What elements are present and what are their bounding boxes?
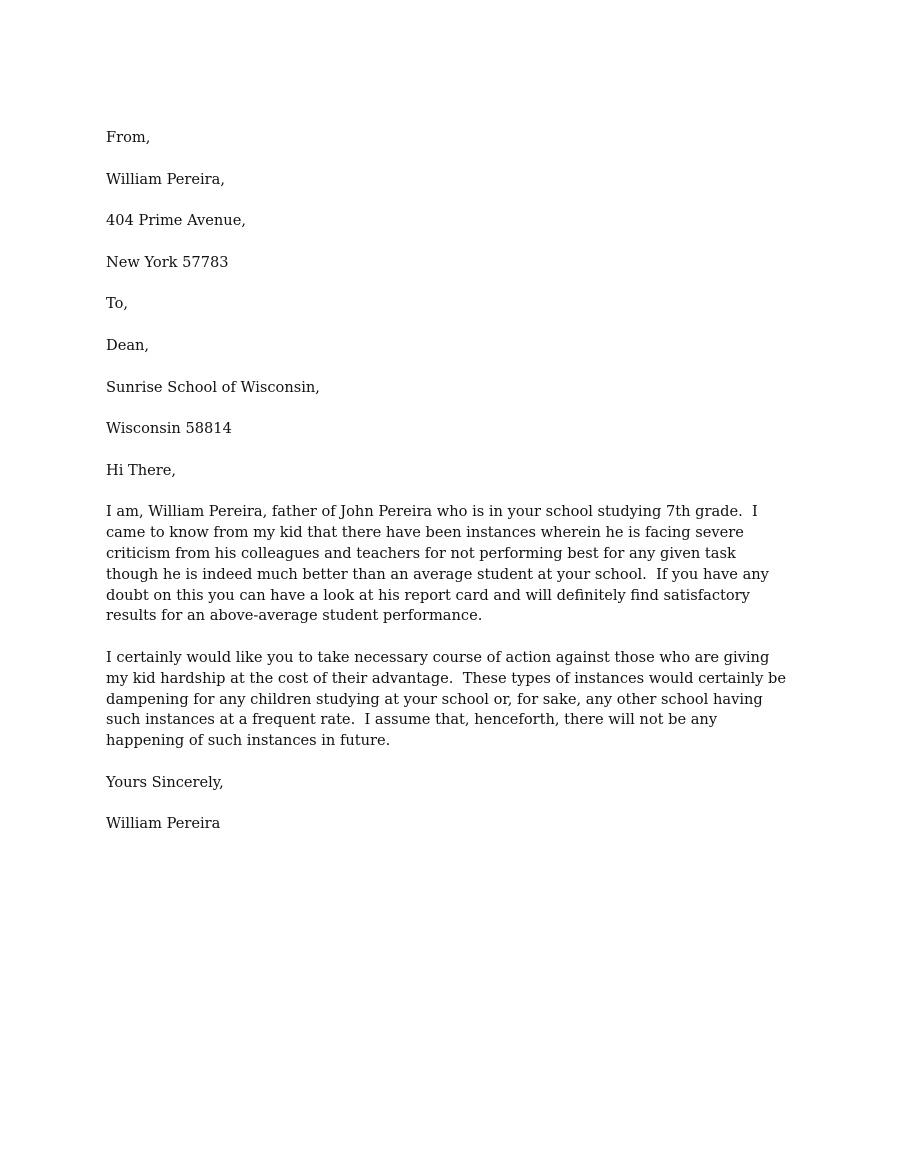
paragraph-line: dampening for any children studying at your school or, for sake, any other school having bbox=[106, 690, 763, 708]
paragraph-line: though he is indeed much better than an average student at your school. If you have any bbox=[106, 565, 769, 583]
letter-body bbox=[106, 128, 806, 856]
sender-city: New York 57783 bbox=[106, 253, 229, 271]
paragraph-line: came to know from my kid that there have been instances wherein he is facing severe bbox=[106, 524, 744, 542]
paragraph-line: my kid hardship at the cost of their advantage. These types of instances would certainly be bbox=[106, 669, 787, 687]
greeting: Hi There, bbox=[106, 461, 177, 479]
sender-name: William Pereira, bbox=[106, 170, 225, 188]
paragraph-line: happening of such instances in future. bbox=[106, 732, 391, 750]
from-heading: From, bbox=[106, 129, 151, 146]
paragraph-line: results for an above-average student performance. bbox=[106, 607, 483, 625]
recipient-title: Dean, bbox=[106, 336, 150, 354]
recipient-institution: Sunrise School of Wisconsin, bbox=[106, 378, 320, 396]
paragraph-line: I certainly would like you to take necessary course of action against those who are giving bbox=[106, 648, 770, 666]
paragraph-line: I am, William Pereira, father of John Pereira who is in your school studying 7th grade. I bbox=[106, 503, 758, 521]
closing: Yours Sincerely, bbox=[106, 773, 224, 791]
paragraph-line: criticism from his colleagues and teachers for not performing best for any given task bbox=[106, 544, 736, 562]
recipient-city: Wisconsin 58814 bbox=[106, 420, 232, 438]
body-paragraph-2 bbox=[106, 648, 806, 752]
paragraph-line: such instances at a frequent rate. I assume that, henceforth, there will not be any bbox=[106, 711, 718, 729]
sender-street: 404 Prime Avenue, bbox=[106, 212, 246, 230]
body-paragraph-1 bbox=[106, 502, 806, 627]
paragraph-line: doubt on this you can have a look at his report card and will definitely find satisfactory bbox=[106, 586, 750, 604]
to-heading: To, bbox=[106, 295, 129, 313]
signature: William Pereira bbox=[106, 815, 221, 833]
